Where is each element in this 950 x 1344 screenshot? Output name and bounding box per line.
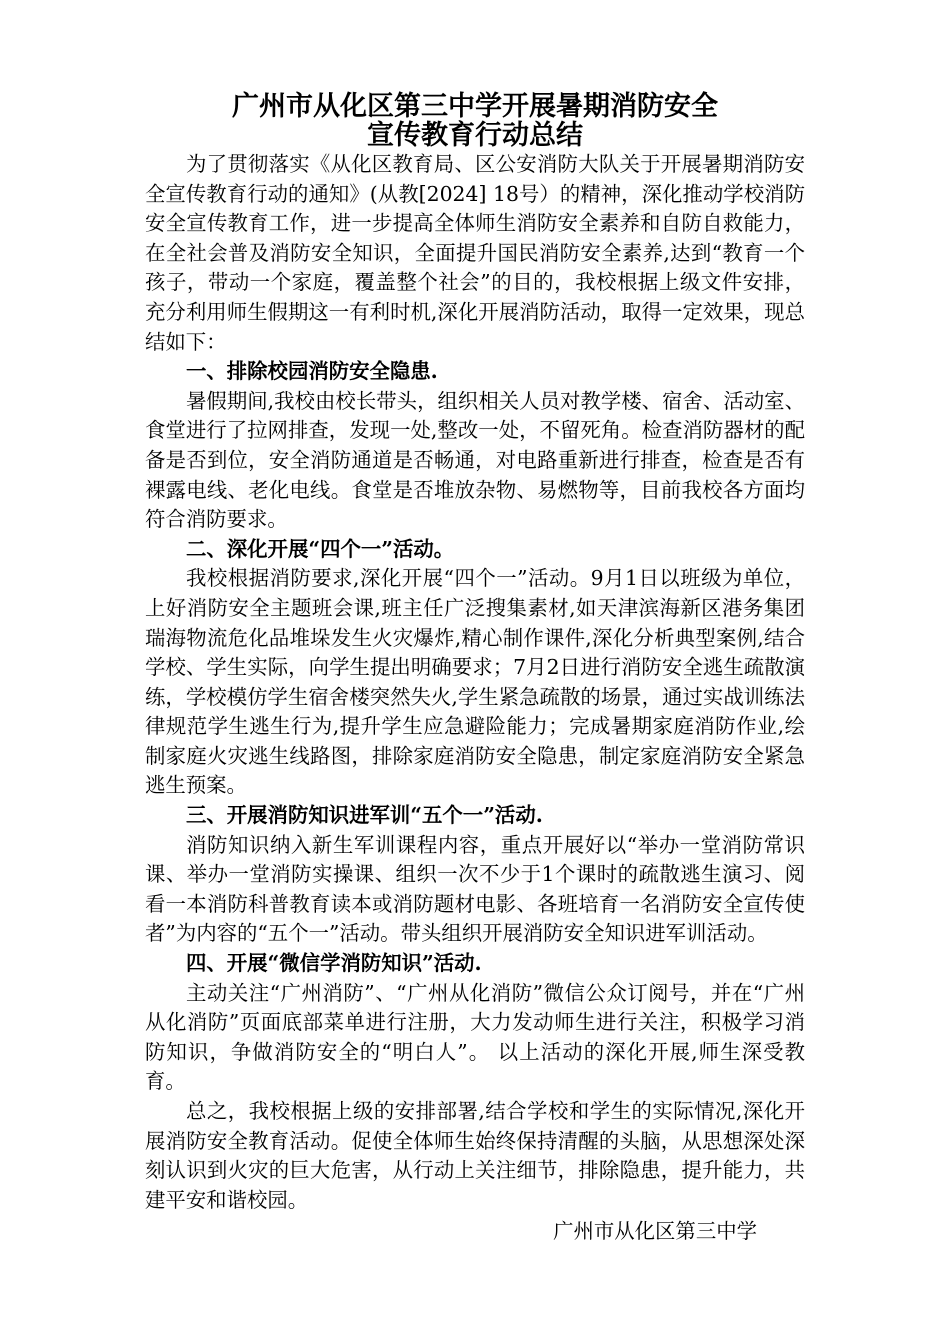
title-line-1: 广州市从化区第三中学开展暑期消防安全 <box>232 91 718 122</box>
document-page <box>145 92 805 1247</box>
section-2-body: 我校根据消防要求,深化开展“四个一”活动。9月1日以班级为单位，上好消防安全主题班会课,班主任广泛搜集素材,如天津滨海新区港务集团瑞海物流危化品堆垛发生火灾爆炸,精心制作课件,深化分析典型案例,结合学校、学生实际，向学生提出明确要求；7月2日进行消防安全逃生疏散演练，学校模仿学生宿舍楼突然失火,学生紧急疏散的场景，通过实战训练法律规范学生逃生行为,提升学生应急避险能力；完成暑期家庭消防作业,绘制家庭火灾逃生线路图，排除家庭消防安全隐患，制定家庭消防安全紧急逃生预案。 <box>145 566 805 798</box>
section-1-body: 暑假期间,我校由校长带头，组织相关人员对教学楼、宿舍、活动室、食堂进行了拉网排查，发现一处,整改一处，不留死角。检查消防器材的配备是否到位，安全消防通道是否畅通，对电路重新进行排查，检查是否有裸露电线、老化电线。食堂是否堆放杂物、易燃物等，目前我校各方面均符合消防要求。 <box>145 388 805 532</box>
title-line-2: 宣传教育行动总结 <box>367 120 583 151</box>
intro-paragraph: 为了贯彻落实《从化区教育局、区公安消防大队关于开展暑期消防安全宣传教育行动的通知》(从教[2024] 18号）的精神，深化推动学校消防安全宣传教育工作，进一步提高全体师生消防安全素养和自防自救能力，在全社会普及消防安全知识，全面提升国民消防安全素养,达到“教育一个孩子，带动一个家庭，覆盖整个社会”的目的，我校根据上级文件安排，充分利用师生假期这一有利时机,深化开展消防活动，取得一定效果，现总结如下： <box>145 152 805 354</box>
section-4-heading: 四、开展“微信学消防知识”活动. <box>186 951 482 976</box>
document-title <box>145 92 805 150</box>
section-3-heading: 三、开展消防知识进军训“五个一”活动. <box>186 803 543 828</box>
section-3-body: 消防知识纳入新生军训课程内容，重点开展好以“举办一堂消防常识课、举办一堂消防实操课、组织一次不少于1个课时的疏散逃生演习、阅看一本消防科普教育读本或消防题材电影、各班培育一名消防安全宣传使者”为内容的“五个一”活动。带头组织开展消防安全知识进军训活动。 <box>145 832 805 946</box>
signature: 广州市从化区第三中学 <box>553 1219 757 1244</box>
conclusion-paragraph: 总之，我校根据上级的安排部署,结合学校和学生的实际情况,深化开展消防安全教育活动。促使全体师生始终保持清醒的头脑，从思想深处深刻认识到火灾的巨大危害，从行动上关注细节，排除隐患，提升能力，共建平安和谐校园。 <box>145 1099 805 1212</box>
section-4-body: 主动关注“广州消防”、“广州从化消防”微信公众订阅号，并在“广州从化消防”页面底部菜单进行注册，大力发动师生进行关注，积极学习消防知识，争做消防安全的“明白人”。 以上活动的深化开展,师生深受教育。 <box>145 980 805 1094</box>
section-2-heading: 二、深化开展“四个一”活动。 <box>186 536 455 561</box>
section-1-heading: 一、排除校园消防安全隐患. <box>186 359 438 384</box>
